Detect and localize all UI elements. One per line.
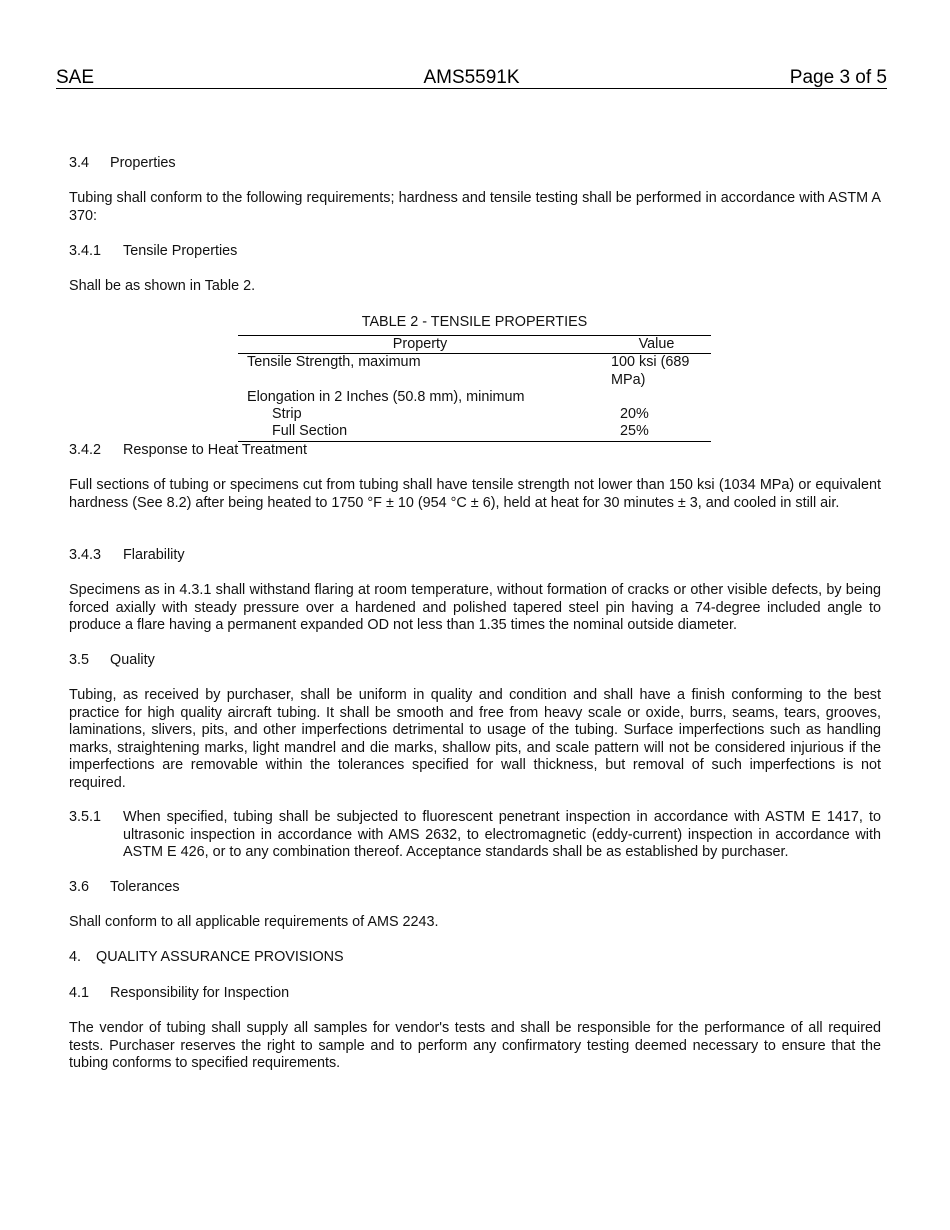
section-heading-3-4-3: [69, 547, 881, 565]
section-body-4-1: The vendor of tubing shall supply all samples for vendor's tests and shall be responsible for the performance of all required tests. Purchaser reserves the right to sample and to perform any confirmatory testing deemed necessary to ensure that the tubing conforms to specified requirements.: [69, 1020, 881, 1071]
header-organization: SAE: [56, 67, 95, 88]
table-cell-property: Full Section: [238, 423, 602, 441]
table-row: [238, 389, 711, 406]
section-number: 4.: [69, 949, 82, 965]
section-number: 3.4.3: [69, 547, 102, 563]
table-row: [238, 354, 711, 389]
column-header-value: Value: [602, 336, 711, 354]
table-cell-value: 20%: [620, 406, 649, 423]
section-heading-3-4-2: [69, 442, 881, 460]
section-title: Responsibility for Inspection: [110, 985, 290, 1001]
section-number: 3.4.1: [69, 243, 102, 259]
section-body-3-4-3: Specimens as in 4.3.1 shall withstand flaring at room temperature, without formation of cracks or other visible defects, by being forced axially with steady pressure over a hardened and polished tapered steel pin having a 74-degree included angle to produce a flare having a permanent expanded OD not less than 1.35 times the nominal outside diameter.: [69, 582, 881, 633]
section-number: 3.4.2: [69, 442, 102, 458]
table-header-row: [238, 336, 711, 354]
section-heading-3-4: [69, 155, 881, 173]
section-number: 3.5.1: [69, 809, 102, 825]
table-row: [238, 406, 711, 423]
table-cell-property: Tensile Strength, maximum: [247, 354, 421, 371]
section-number: 3.5: [69, 652, 90, 668]
section-title: QUALITY ASSURANCE PROVISIONS: [96, 949, 344, 965]
section-heading-3-4-1: [69, 243, 881, 261]
section-heading-4: [69, 949, 881, 967]
tensile-properties-table: [238, 335, 711, 442]
section-heading-3-5: [69, 652, 881, 670]
section-title: Tolerances: [110, 879, 180, 895]
section-body-3-5-1: When specified, tubing shall be subjected to fluorescent penetrant inspection in accordance with ASTM E 1417, to ultrasonic inspection in accordance with AMS 2632, to electromagnetic (eddy-current) inspection in accordance with ASTM E 426, or to any combination thereof. Acceptance standards shall be as established by purchaser.: [123, 809, 881, 860]
section-heading-3-6: [69, 879, 881, 897]
section-number: 3.4: [69, 155, 90, 171]
page-header: [56, 66, 887, 89]
section-body-3-6: Shall conform to all applicable requirements of AMS 2243.: [69, 914, 439, 930]
section-number: 4.1: [69, 985, 90, 1001]
table-row: [238, 423, 711, 441]
section-body-3-5: Tubing, as received by purchaser, shall be uniform in quality and condition and shall have a finish conforming to the best practice for high quality aircraft tubing. It shall be smooth and free from heavy scale or oxide, burrs, seams, tears, grooves, laminations, slivers, pits, and other imperfections detrimental to usage of the tubing. Surface imperfections such as handling marks, straightening marks, light mandrel and die marks, shallow pits, and scale pattern will not be considered injurious if the imperfections are removable within the tolerances specified for wall thickness, but removal of such imperfections is not required.: [69, 687, 881, 791]
table-cell-property: Strip: [272, 406, 302, 423]
column-header-property: Property: [238, 336, 602, 354]
section-title: Response to Heat Treatment: [123, 442, 307, 458]
section-body-3-4-1: Shall be as shown in Table 2.: [69, 278, 256, 294]
section-heading-4-1: [69, 985, 881, 1003]
table-caption: TABLE 2 - TENSILE PROPERTIES: [361, 314, 588, 330]
table-cell-value: 100 ksi (689 MPa): [611, 354, 690, 388]
section-number: 3.6: [69, 879, 90, 895]
table-cell-property: Elongation in 2 Inches (50.8 mm), minimum: [247, 388, 525, 405]
section-body-3-4: Tubing shall conform to the following requirements; hardness and tensile testing shall be performed in accordance with ASTM A 370:: [69, 190, 881, 224]
header-document-number: AMS5591K: [423, 67, 520, 88]
section-title: Quality: [110, 652, 155, 668]
table-cell-value: 25%: [602, 423, 711, 441]
section-title: Properties: [110, 155, 176, 171]
section-3-5-1: [69, 809, 881, 862]
section-title: Flarability: [123, 547, 185, 563]
header-page-number: Page 3 of 5: [789, 67, 887, 88]
section-title: Tensile Properties: [123, 243, 238, 259]
section-body-3-4-2: Full sections of tubing or specimens cut from tubing shall have tensile strength not lower than 150 ksi (1034 MPa) or equivalent hardness (See 8.2) after being heated to 1750 °F ± 10 (954 °C ± 6), held at heat for 30 minutes ± 3, and cooled in still air.: [69, 477, 881, 511]
